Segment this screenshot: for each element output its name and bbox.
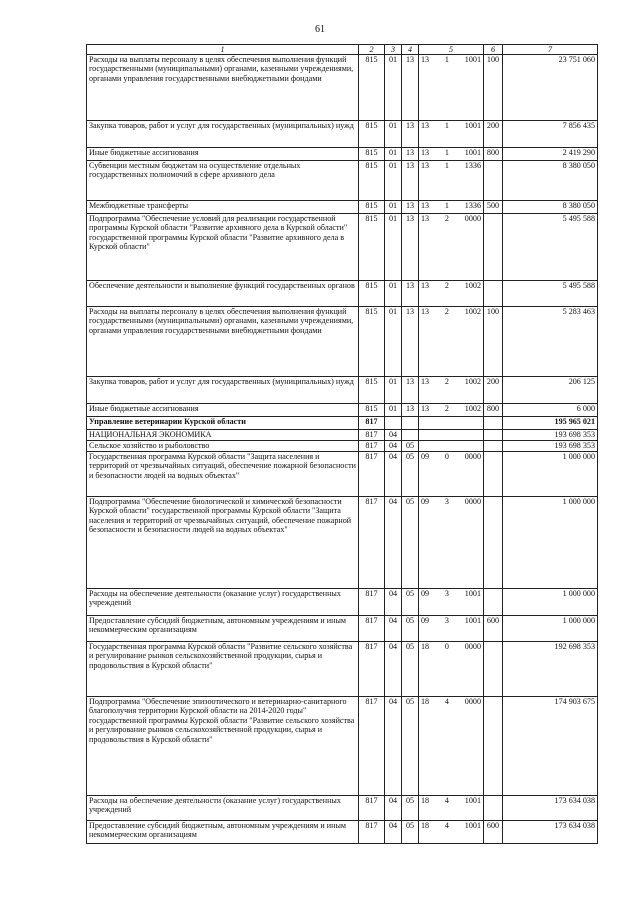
csr-direction: 1001	[464, 589, 481, 598]
csr-program: 18	[421, 697, 430, 706]
header-col-7: 7	[503, 45, 598, 55]
budget-table	[86, 44, 598, 844]
row-pr: 05	[402, 697, 419, 796]
row-amount: 5 283 463	[503, 307, 598, 377]
row-pr: 13	[402, 55, 419, 121]
row-rz: 04	[385, 697, 402, 796]
row-csr	[419, 377, 484, 404]
row-amount: 2 419 290	[503, 148, 598, 161]
table-row	[87, 589, 598, 616]
row-amount: 23 751 060	[503, 55, 598, 121]
row-name: Расходы на выплаты персоналу в целях обеспечения выполнения функций государственными (муниципальными) органами, казенными учреждениями, органами управления государственными внебюджетными фондами	[87, 55, 359, 121]
row-vr	[484, 214, 503, 281]
row-csr	[419, 417, 484, 430]
row-pr: 05	[402, 452, 419, 497]
csr-subprogram: 2	[444, 404, 449, 413]
csr-program: 13	[421, 404, 430, 413]
row-pr: 05	[402, 821, 419, 844]
row-csr	[419, 796, 484, 821]
table-row	[87, 497, 598, 589]
csr-direction: 1002	[464, 281, 481, 290]
table-row	[87, 377, 598, 404]
row-name: Иные бюджетные ассигнования	[87, 404, 359, 417]
row-amount: 8 380 050	[503, 161, 598, 201]
csr-program: 18	[421, 821, 430, 830]
row-gr: 815	[359, 214, 385, 281]
row-csr	[419, 589, 484, 616]
row-csr	[419, 201, 484, 214]
table-row	[87, 55, 598, 121]
row-pr	[402, 417, 419, 430]
csr-program: 18	[421, 796, 430, 805]
row-vr	[484, 161, 503, 201]
row-gr: 817	[359, 796, 385, 821]
row-pr: 13	[402, 214, 419, 281]
csr-program: 09	[421, 452, 430, 461]
csr-direction: 1001	[464, 821, 481, 830]
row-pr: 13	[402, 404, 419, 417]
header-col-1: 1	[87, 45, 359, 55]
csr-direction: 1336	[464, 161, 481, 170]
csr-subprogram: 1	[444, 201, 449, 210]
row-gr: 817	[359, 430, 385, 441]
row-rz: 01	[385, 55, 402, 121]
row-name: Государственная программа Курской области "Защита населения и территорий от чрезвычайных ситуаций, обеспечение пожарной безопасности и безопасности людей на водных объектах"	[87, 452, 359, 497]
row-rz: 04	[385, 497, 402, 589]
row-csr	[419, 55, 484, 121]
csr-direction: 1001	[464, 55, 481, 64]
row-name: Закупка товаров, работ и услуг для государственных (муниципальных) нужд	[87, 377, 359, 404]
row-amount: 1 000 000	[503, 497, 598, 589]
row-csr	[419, 642, 484, 697]
row-vr	[484, 281, 503, 307]
row-amount: 7 856 435	[503, 121, 598, 148]
row-name: Закупка товаров, работ и услуг для государственных (муниципальных) нужд	[87, 121, 359, 148]
row-name: Подпрограмма "Обеспечение условий для реализации государственной программы Курской области "Развитие архивного дела в Курской области" государственной программы Курской области "Развитие архивного дела в Курской области"	[87, 214, 359, 281]
csr-direction: 0000	[464, 697, 481, 706]
table-row	[87, 796, 598, 821]
table-row	[87, 417, 598, 430]
row-name: Подпрограмма "Обеспечение эпизоотического и ветеринарно-санитарного благополучия территории Курской области на 2014-2020 годы" государственной программы Курской области "Развитие сельского хозяйства и регулирование рынков сельскохозяйственной продукции, сырья и продовольствия в Курской области"	[87, 697, 359, 796]
csr-subprogram: 3	[444, 616, 449, 625]
row-vr: 100	[484, 307, 503, 377]
row-gr: 817	[359, 417, 385, 430]
row-name: НАЦИОНАЛЬНАЯ ЭКОНОМИКА	[87, 430, 359, 441]
row-gr: 817	[359, 821, 385, 844]
row-vr	[484, 441, 503, 452]
row-rz: 01	[385, 148, 402, 161]
row-vr	[484, 589, 503, 616]
table-row	[87, 642, 598, 697]
row-vr: 200	[484, 377, 503, 404]
row-name: Предоставление субсидий бюджетным, автономным учреждениям и иным некоммерческим организациям	[87, 821, 359, 844]
row-pr: 13	[402, 201, 419, 214]
row-amount: 5 495 588	[503, 214, 598, 281]
row-gr: 815	[359, 201, 385, 214]
row-gr: 817	[359, 452, 385, 497]
row-vr: 100	[484, 55, 503, 121]
row-pr: 13	[402, 377, 419, 404]
row-amount: 193 698 353	[503, 441, 598, 452]
row-amount: 6 000	[503, 404, 598, 417]
csr-subprogram: 2	[444, 377, 449, 386]
row-rz: 01	[385, 404, 402, 417]
row-pr: 13	[402, 121, 419, 148]
csr-direction: 0000	[464, 214, 481, 223]
csr-program: 09	[421, 616, 430, 625]
row-gr: 815	[359, 55, 385, 121]
row-vr: 600	[484, 616, 503, 642]
row-name: Обеспечение деятельности и выполнение функций государственных органов	[87, 281, 359, 307]
row-pr: 05	[402, 589, 419, 616]
csr-subprogram: 1	[444, 121, 449, 130]
header-col-5: 5	[419, 45, 484, 55]
csr-direction: 0000	[464, 497, 481, 506]
csr-direction: 1001	[464, 121, 481, 130]
csr-direction: 1336	[464, 201, 481, 210]
table-row	[87, 201, 598, 214]
row-vr	[484, 497, 503, 589]
row-pr: 05	[402, 497, 419, 589]
row-csr	[419, 441, 484, 452]
row-pr: 05	[402, 616, 419, 642]
csr-subprogram: 1	[444, 148, 449, 157]
row-amount: 1 000 000	[503, 452, 598, 497]
row-csr	[419, 161, 484, 201]
row-rz: 01	[385, 214, 402, 281]
csr-subprogram: 3	[444, 589, 449, 598]
row-gr: 815	[359, 161, 385, 201]
row-vr	[484, 417, 503, 430]
row-name: Межбюджетные трансферты	[87, 201, 359, 214]
table-row	[87, 214, 598, 281]
row-name: Расходы на обеспечение деятельности (оказание услуг) государственных учреждений	[87, 796, 359, 821]
row-name: Расходы на обеспечение деятельности (оказание услуг) государственных учреждений	[87, 589, 359, 616]
csr-program: 13	[421, 307, 430, 316]
row-gr: 817	[359, 441, 385, 452]
row-rz: 04	[385, 616, 402, 642]
row-amount: 1 000 000	[503, 589, 598, 616]
row-gr: 815	[359, 404, 385, 417]
csr-subprogram: 3	[444, 497, 449, 506]
row-rz: 01	[385, 161, 402, 201]
row-amount: 8 380 050	[503, 201, 598, 214]
row-vr: 800	[484, 148, 503, 161]
row-rz: 04	[385, 642, 402, 697]
csr-direction: 0000	[464, 452, 481, 461]
csr-direction: 1001	[464, 616, 481, 625]
table-row	[87, 452, 598, 497]
row-vr	[484, 642, 503, 697]
csr-subprogram: 1	[444, 55, 449, 64]
row-gr: 815	[359, 307, 385, 377]
table-row	[87, 616, 598, 642]
row-vr: 500	[484, 201, 503, 214]
csr-subprogram: 4	[444, 821, 449, 830]
row-rz: 04	[385, 430, 402, 441]
table-row	[87, 441, 598, 452]
row-csr	[419, 497, 484, 589]
row-vr	[484, 697, 503, 796]
row-name: Управление ветеринарии Курской области	[87, 417, 359, 430]
row-csr	[419, 148, 484, 161]
row-gr: 817	[359, 616, 385, 642]
csr-program: 13	[421, 55, 430, 64]
row-amount: 193 698 353	[503, 430, 598, 441]
csr-direction: 1002	[464, 377, 481, 386]
row-name: Иные бюджетные ассигнования	[87, 148, 359, 161]
row-gr: 815	[359, 148, 385, 161]
csr-program: 13	[421, 201, 430, 210]
row-rz: 04	[385, 441, 402, 452]
csr-subprogram: 4	[444, 697, 449, 706]
row-gr: 815	[359, 377, 385, 404]
row-name: Предоставление субсидий бюджетным, автономным учреждениям и иным некоммерческим организациям	[87, 616, 359, 642]
csr-program: 13	[421, 121, 430, 130]
row-rz: 01	[385, 281, 402, 307]
csr-direction: 0000	[464, 642, 481, 651]
row-pr: 05	[402, 796, 419, 821]
csr-direction: 1001	[464, 148, 481, 157]
row-amount: 1 000 000	[503, 616, 598, 642]
row-vr	[484, 796, 503, 821]
row-pr: 13	[402, 148, 419, 161]
header-row	[87, 45, 598, 55]
csr-program: 09	[421, 497, 430, 506]
row-gr: 817	[359, 697, 385, 796]
row-pr: 13	[402, 161, 419, 201]
row-vr	[484, 452, 503, 497]
table-row	[87, 697, 598, 796]
row-rz: 04	[385, 589, 402, 616]
row-rz: 01	[385, 377, 402, 404]
row-gr: 815	[359, 281, 385, 307]
row-csr	[419, 404, 484, 417]
row-csr	[419, 452, 484, 497]
table-row	[87, 404, 598, 417]
row-amount: 174 903 675	[503, 697, 598, 796]
row-rz: 01	[385, 307, 402, 377]
table-body	[87, 55, 598, 844]
header-col-2: 2	[359, 45, 385, 55]
table-row	[87, 121, 598, 148]
row-amount: 173 634 038	[503, 821, 598, 844]
row-amount: 192 698 353	[503, 642, 598, 697]
row-pr: 05	[402, 642, 419, 697]
header-col-4: 4	[402, 45, 419, 55]
row-vr: 600	[484, 821, 503, 844]
row-csr	[419, 307, 484, 377]
row-amount: 5 495 588	[503, 281, 598, 307]
header-col-6: 6	[484, 45, 503, 55]
table-row	[87, 281, 598, 307]
row-vr	[484, 430, 503, 441]
csr-program: 13	[421, 281, 430, 290]
row-rz: 01	[385, 121, 402, 148]
csr-subprogram: 2	[444, 307, 449, 316]
row-pr: 05	[402, 441, 419, 452]
header-col-3: 3	[385, 45, 402, 55]
row-rz: 01	[385, 201, 402, 214]
csr-direction: 1001	[464, 796, 481, 805]
row-csr	[419, 121, 484, 148]
row-csr	[419, 697, 484, 796]
table-row	[87, 821, 598, 844]
row-gr: 817	[359, 497, 385, 589]
table-row	[87, 307, 598, 377]
csr-program: 13	[421, 377, 430, 386]
row-rz	[385, 417, 402, 430]
row-pr	[402, 430, 419, 441]
row-name: Субвенции местным бюджетам на осуществление отдельных государственных полномочий в сфере архивного дела	[87, 161, 359, 201]
row-gr: 815	[359, 121, 385, 148]
csr-subprogram: 2	[444, 281, 449, 290]
csr-program: 18	[421, 642, 430, 651]
row-rz: 04	[385, 821, 402, 844]
row-amount: 173 634 038	[503, 796, 598, 821]
row-name: Государственная программа Курской области "Развитие сельского хозяйства и регулирование рынков сельскохозяйственной продукции, сырья и продовольствия в Курской области"	[87, 642, 359, 697]
csr-subprogram: 4	[444, 796, 449, 805]
csr-program: 13	[421, 161, 430, 170]
row-csr	[419, 281, 484, 307]
row-amount: 195 965 021	[503, 417, 598, 430]
row-name: Подпрограмма "Обеспечение биологической и химической безопасности Курской области" государственной программы Курской области "Защита населения и территорий от чрезвычайных ситуаций, обеспечение пожарной безопасности и безопасности людей на водных объектах"	[87, 497, 359, 589]
page-number: 61	[315, 24, 325, 35]
csr-program: 09	[421, 589, 430, 598]
csr-subprogram: 0	[444, 452, 449, 461]
row-name: Сельское хозяйство и рыболовство	[87, 441, 359, 452]
row-pr: 13	[402, 307, 419, 377]
csr-subprogram: 2	[444, 214, 449, 223]
row-pr: 13	[402, 281, 419, 307]
row-csr	[419, 214, 484, 281]
row-csr	[419, 616, 484, 642]
csr-program: 13	[421, 148, 430, 157]
table-row	[87, 161, 598, 201]
row-amount: 206 125	[503, 377, 598, 404]
row-gr: 817	[359, 642, 385, 697]
row-name: Расходы на выплаты персоналу в целях обеспечения выполнения функций государственными (муниципальными) органами, казенными учреждениями, органами управления государственными внебюджетными фондами	[87, 307, 359, 377]
table-row	[87, 430, 598, 441]
row-gr: 817	[359, 589, 385, 616]
row-vr: 200	[484, 121, 503, 148]
table-row	[87, 148, 598, 161]
csr-direction: 1002	[464, 307, 481, 316]
csr-program: 13	[421, 214, 430, 223]
row-rz: 04	[385, 452, 402, 497]
row-csr	[419, 821, 484, 844]
row-vr: 800	[484, 404, 503, 417]
csr-subprogram: 1	[444, 161, 449, 170]
csr-subprogram: 0	[444, 642, 449, 651]
row-rz: 04	[385, 796, 402, 821]
csr-direction: 1002	[464, 404, 481, 413]
row-csr	[419, 430, 484, 441]
